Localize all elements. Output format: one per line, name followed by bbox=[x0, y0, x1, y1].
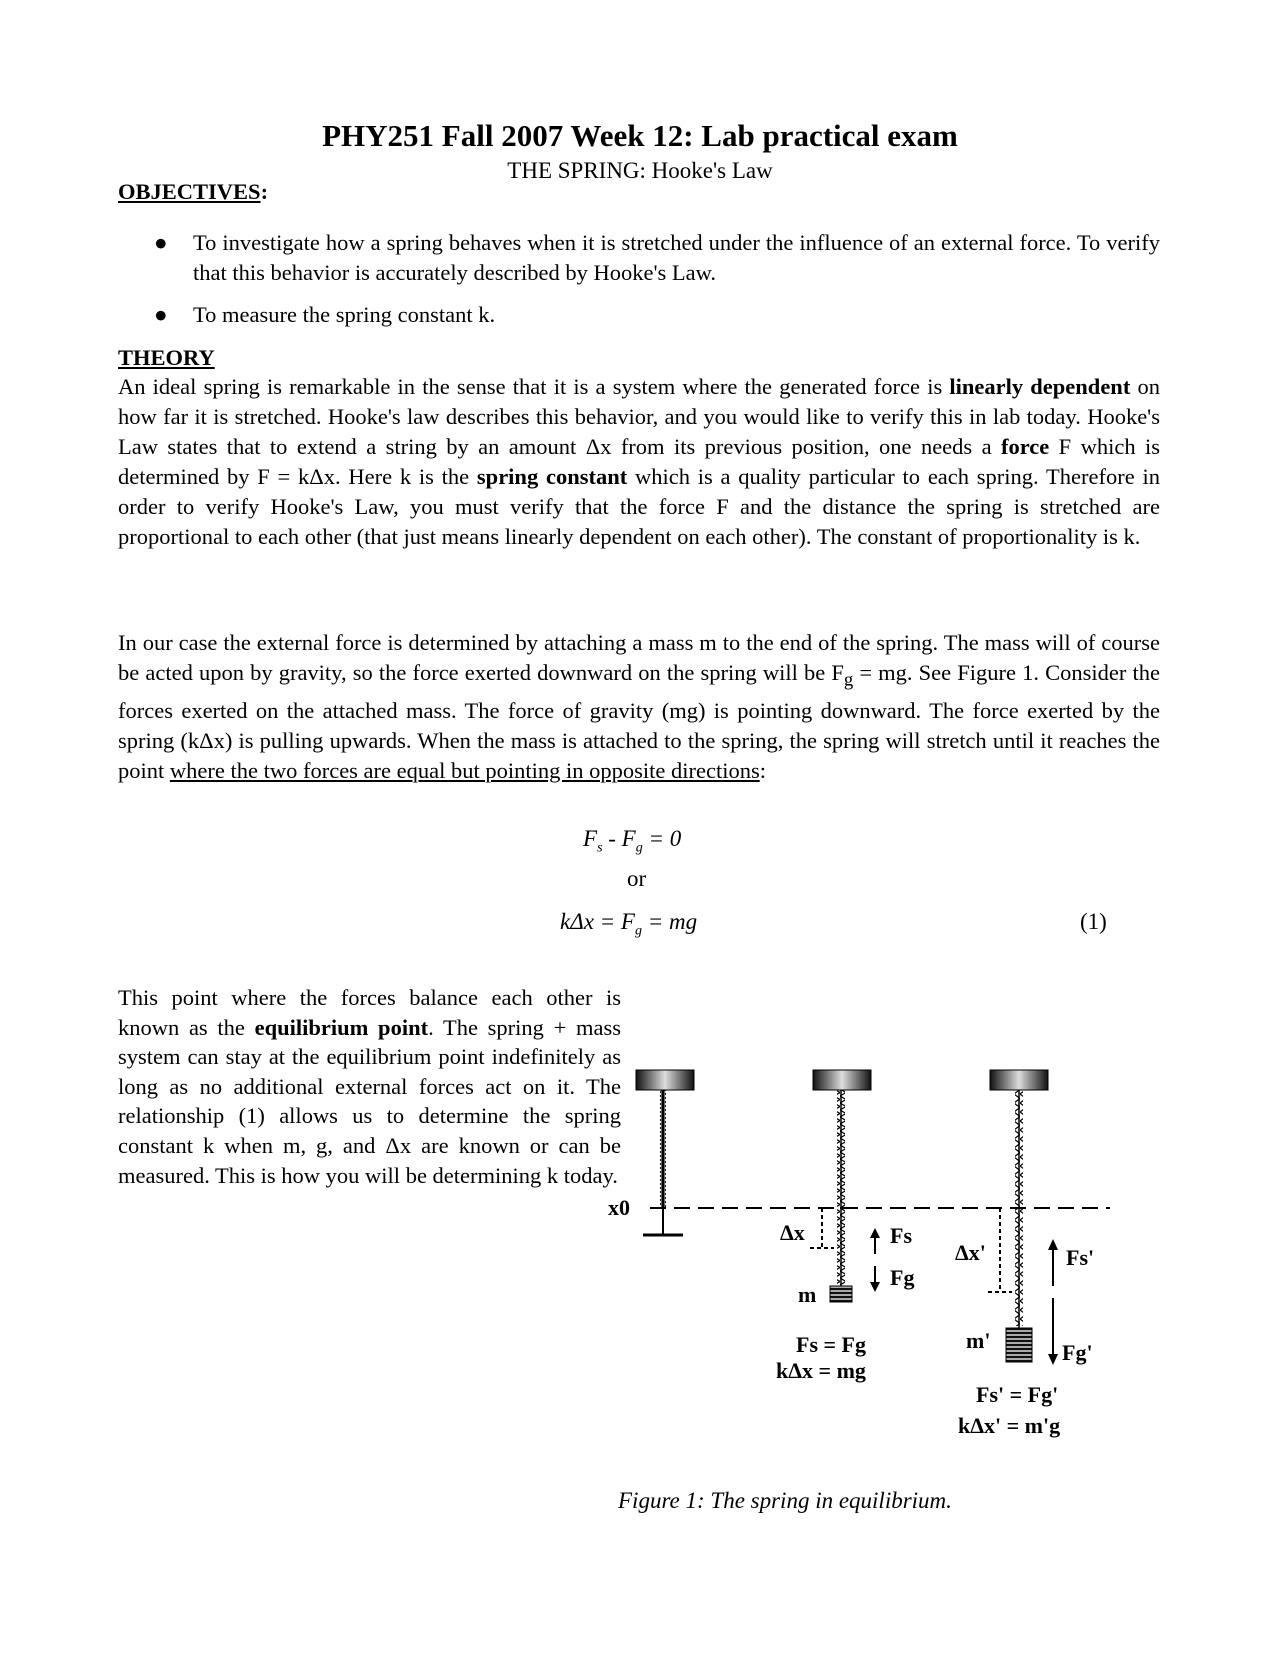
list-item bbox=[118, 228, 1160, 288]
p1-text-3: F which is determined by F = kΔx. Here k is the bbox=[118, 434, 1160, 489]
fg-label: Fg bbox=[890, 1265, 915, 1290]
equation-or: or bbox=[627, 866, 647, 891]
p3-bold-1: equilibrium point bbox=[254, 1014, 429, 1040]
eq1-a: F bbox=[583, 826, 598, 851]
mass-m bbox=[830, 1286, 852, 1302]
p1-text-1: An ideal spring is remarkable in the sense that it is a system where the generated force is bbox=[118, 374, 950, 399]
objectives-list bbox=[118, 228, 1160, 342]
theory-paragraph-1 bbox=[118, 372, 1160, 552]
eq2-end: = mg bbox=[642, 909, 698, 934]
equation-2 bbox=[560, 908, 697, 946]
objectives-heading bbox=[118, 178, 268, 206]
mass-m-prime bbox=[1006, 1328, 1032, 1362]
list-item bbox=[118, 300, 1160, 330]
fs-arrowhead-icon bbox=[870, 1228, 880, 1238]
objectives-colon: : bbox=[260, 179, 269, 204]
spring-figure bbox=[600, 1040, 1160, 1470]
eq1-mid: - F bbox=[602, 826, 636, 851]
p1-bold-1: linearly dependent bbox=[949, 374, 1131, 399]
objective-text-2: To measure the spring constant k. bbox=[193, 302, 496, 327]
theory-paragraph-3 bbox=[118, 983, 621, 1190]
dx-label: Δx bbox=[780, 1220, 805, 1245]
p2-sub: g bbox=[843, 669, 854, 691]
eq1-end: = 0 bbox=[642, 826, 682, 851]
p2-text-1: In our case the external force is determined by attaching a mass m to the end of the spring. The mass will of course be acted upon by gravity, so the force exerted downward on the spring will be F bbox=[118, 630, 1160, 685]
eq2-a: kΔx = F bbox=[560, 909, 635, 934]
eq-a-line1: Fs = Fg bbox=[796, 1332, 866, 1357]
p1-bold-2: force bbox=[1000, 434, 1050, 459]
fs2-label: Fs' bbox=[1066, 1245, 1095, 1270]
p2-text-2: = mg. See Figure 1. Consider the forces exerted on the attached mass. The force of gravity (mg) is pointing downward. The force exerted by the spring (kΔx) is pulling upwards. When the mass is attached to the spring, the spring will stretch until it reaches the point bbox=[118, 660, 1160, 783]
page-title: PHY251 Fall 2007 Week 12: Lab practical exam bbox=[322, 118, 958, 153]
fs-label: Fs bbox=[890, 1223, 912, 1248]
fg2-arrowhead-icon bbox=[1048, 1354, 1058, 1365]
p1-text-4: which is a quality particular to each spring. Therefore in order to verify Hooke's Law, you must verify that the force F and the distance the spring is stretched are proportional to each other (that just means linearly dependent on each other). The constant of proportionality is k. bbox=[118, 464, 1160, 549]
p3-text-1: This point where the forces balance each other is known as the bbox=[118, 985, 621, 1040]
support-2 bbox=[813, 1070, 871, 1090]
objective-text-1: To investigate how a spring behaves when it is stretched under the influence of an external force. To verify that this behavior is accurately described by Hooke's Law. bbox=[193, 230, 1160, 285]
p1-bold-3: spring constant bbox=[476, 464, 628, 489]
eq2-asub: g bbox=[635, 923, 642, 939]
eq-b-line1: Fs' = Fg' bbox=[976, 1382, 1059, 1407]
support-1 bbox=[636, 1070, 694, 1090]
theory-paragraph-2 bbox=[118, 628, 1160, 786]
m2-label: m' bbox=[966, 1328, 991, 1353]
p3-text-2: . The spring + mass system can stay at the equilibrium point indefinitely as long as no additional external forces act on it. The relationship (1) allows us to determine the spring constant k when m, g, and Δx are known or can be measured. This is how you will be determining k today. bbox=[118, 1014, 622, 1188]
p1-text-2: on how far it is stretched. Hooke's law describes this behavior, and you would like to verify this in lab today. Hooke's Law states that to extend a string by an amount Δx from its previous position, one needs a bbox=[118, 374, 1160, 459]
x0-label: x0 bbox=[608, 1195, 630, 1220]
bullet-icon: ● bbox=[154, 302, 168, 327]
equation-1 bbox=[583, 825, 681, 863]
p2-underlined: where the two forces are equal but pointing in opposite directions bbox=[169, 757, 760, 783]
equation-number: (1) bbox=[1080, 909, 1107, 934]
spring-diagram bbox=[600, 1040, 1160, 1470]
p2-text-3: : bbox=[759, 757, 766, 783]
fs2-arrowhead-icon bbox=[1048, 1239, 1058, 1250]
dx2-label: Δx' bbox=[955, 1240, 986, 1265]
theory-heading: THEORY bbox=[118, 345, 215, 370]
support-3 bbox=[990, 1070, 1048, 1090]
m-label: m bbox=[798, 1282, 817, 1307]
bullet-icon: ● bbox=[154, 230, 168, 255]
fg2-label: Fg' bbox=[1062, 1340, 1093, 1365]
eq-b-line2: kΔx' = m'g bbox=[958, 1413, 1061, 1438]
objectives-heading-text: OBJECTIVES bbox=[118, 179, 261, 204]
page-subtitle: THE SPRING: Hooke's Law bbox=[507, 158, 773, 183]
eq-a-line2: kΔx = mg bbox=[776, 1358, 866, 1383]
fg-arrowhead-icon bbox=[870, 1282, 880, 1292]
eq1-bsub: g bbox=[635, 840, 643, 856]
figure-caption: Figure 1: The spring in equilibrium. bbox=[618, 1488, 952, 1513]
eq1-asub: s bbox=[597, 840, 603, 856]
